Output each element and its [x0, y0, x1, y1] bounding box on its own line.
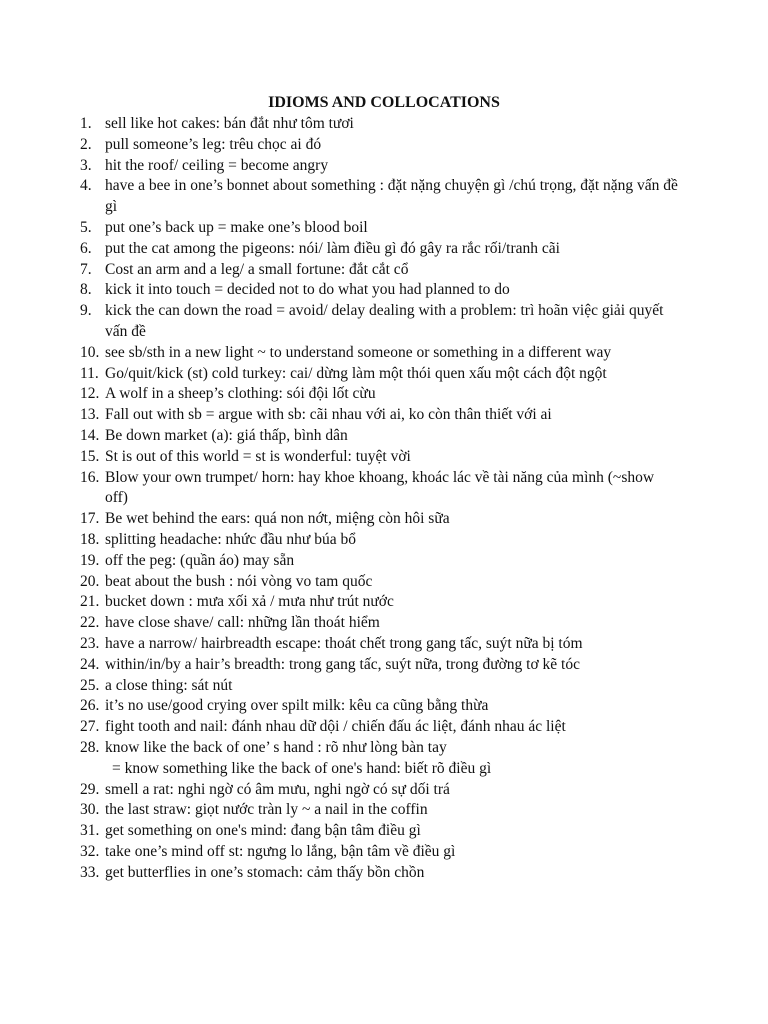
item-number: 17.	[80, 510, 100, 528]
list-item	[80, 280, 680, 301]
item-text: put the cat among the pigeons: nói/ làm điều gì đó gây ra rắc rối/tranh cãi	[105, 239, 560, 257]
item-number: 12.	[80, 385, 100, 403]
item-number: 33.	[80, 863, 100, 881]
item-text: St is out of this world = st is wonderful: tuyệt vời	[105, 447, 411, 465]
item-number: 13.	[80, 406, 100, 424]
item-number: 25.	[80, 676, 100, 694]
item-number: 4.	[80, 177, 92, 195]
item-number: 3.	[80, 156, 92, 174]
item-text: know like the back of one’ s hand : rõ như lòng bàn tay	[105, 738, 447, 756]
item-number: 31.	[80, 822, 100, 840]
item-number: 28.	[80, 738, 100, 756]
list-item	[80, 696, 680, 717]
item-text: splitting headache: nhức đầu như búa bổ	[105, 530, 356, 548]
item-text: kick the can down the road = avoid/ delay dealing with a problem: trì hoãn việc giải quyết vấn đề	[105, 302, 664, 340]
item-text: Be wet behind the ears: quá non nớt, miệng còn hôi sữa	[105, 510, 450, 528]
item-number: 10.	[80, 343, 100, 361]
item-number: 6.	[80, 239, 92, 257]
item-number: 14.	[80, 426, 100, 444]
item-text: hit the roof/ ceiling = become angry	[105, 156, 329, 174]
item-text: A wolf in a sheep’s clothing: sói đội lốt cừu	[105, 385, 376, 403]
list-item	[80, 717, 680, 738]
list-item	[80, 572, 680, 593]
list-item	[80, 468, 680, 510]
item-number: 26.	[80, 697, 100, 715]
list-item	[80, 863, 680, 884]
item-text: pull someone’s leg: trêu chọc ai đó	[105, 135, 322, 153]
list-item	[80, 239, 680, 260]
list-item	[80, 301, 680, 343]
item-text: take one’s mind off st: ngưng lo lắng, bận tâm về điều gì	[105, 842, 456, 860]
item-number: 22.	[80, 614, 100, 632]
item-text: fight tooth and nail: đánh nhau dữ dội / chiến đấu ác liệt, đánh nhau ác liệt	[105, 718, 566, 736]
item-text: smell a rat: nghi ngờ có âm mưu, nghi ngờ có sự dối trá	[105, 780, 450, 798]
item-number: 11.	[80, 364, 99, 382]
list-item	[80, 780, 680, 801]
list-item	[80, 530, 680, 551]
item-number: 24.	[80, 655, 100, 673]
item-text: bucket down : mưa xối xả / mưa như trút nước	[105, 593, 394, 611]
list-item	[80, 800, 680, 821]
list-item	[80, 405, 680, 426]
item-text: kick it into touch = decided not to do what you had planned to do	[105, 281, 510, 299]
item-number: 18.	[80, 530, 100, 548]
list-item	[80, 738, 680, 759]
item-text: sell like hot cakes: bán đắt như tôm tươi	[105, 115, 354, 132]
list-item	[80, 676, 680, 697]
list-item	[80, 156, 680, 177]
list-item	[80, 384, 680, 405]
item-text: have close shave/ call: những lần thoát hiểm	[105, 614, 380, 632]
item-subline: = know something like the back of one's hand: biết rõ điều gì	[112, 759, 492, 777]
list-item	[80, 114, 680, 135]
item-number: 20.	[80, 572, 100, 590]
list-item	[80, 447, 680, 468]
item-number: 30.	[80, 801, 100, 819]
item-number: 29.	[80, 780, 100, 798]
list-item	[80, 260, 680, 281]
item-number: 1.	[80, 115, 92, 132]
list-item	[80, 634, 680, 655]
item-number: 27.	[80, 718, 100, 736]
item-number: 21.	[80, 593, 100, 611]
item-number: 19.	[80, 551, 100, 569]
item-text: have a narrow/ hairbreadth escape: thoát chết trong gang tấc, suýt nữa bị tóm	[105, 634, 583, 652]
list-item	[80, 509, 680, 530]
item-text: get butterflies in one’s stomach: cảm thấy bồn chồn	[105, 863, 425, 881]
list-item	[80, 343, 680, 364]
item-number: 9.	[80, 302, 92, 320]
item-text: Go/quit/kick (st) cold turkey: cai/ dừng làm một thói quen xấu một cách đột ngột	[105, 364, 607, 382]
item-number: 23.	[80, 634, 100, 652]
item-number: 16.	[80, 468, 100, 486]
item-text: off the peg: (quần áo) may sẵn	[105, 551, 295, 569]
item-text: Blow your own trumpet/ horn: hay khoe khoang, khoác lác về tài năng của mình (~show off)	[105, 468, 655, 507]
item-text: the last straw: giọt nước tràn ly ~ a nail in the coffin	[105, 801, 428, 819]
item-text: within/in/by a hair’s breadth: trong gang tấc, suýt nữa, trong đường tơ kẽ tóc	[105, 655, 580, 673]
list-item	[80, 821, 680, 842]
list-item	[80, 551, 680, 572]
list-item	[80, 592, 680, 613]
list-item	[80, 842, 680, 863]
item-number: 5.	[80, 218, 92, 236]
item-text: have a bee in one’s bonnet about something : đặt nặng chuyện gì /chú trọng, đặt nặng vấn đề gì	[105, 177, 678, 216]
item-text: get something on one's mind: đang bận tâm điều gì	[105, 822, 421, 840]
item-number: 7.	[80, 260, 92, 278]
item-text: Fall out with sb = argue with sb: cãi nhau với ai, ko còn thân thiết với ai	[105, 406, 552, 424]
list-item	[80, 426, 680, 447]
item-text: Be down market (a): giá thấp, bình dân	[105, 426, 348, 444]
list-item	[80, 176, 680, 218]
list-item	[80, 364, 680, 385]
item-number: 2.	[80, 135, 92, 153]
item-number: 15.	[80, 447, 100, 465]
item-text: see sb/sth in a new light ~ to understand someone or something in a different way	[105, 343, 612, 361]
list-item	[80, 218, 680, 239]
item-number: 8.	[80, 281, 92, 299]
item-text: beat about the bush : nói vòng vo tam quốc	[105, 572, 373, 590]
item-text: a close thing: sát nút	[105, 676, 233, 694]
item-number: 32.	[80, 842, 100, 860]
item-text: it’s no use/good crying over spilt milk: kêu ca cũng bằng thừa	[105, 697, 489, 715]
idiom-list	[80, 114, 680, 883]
list-item	[80, 135, 680, 156]
page-title: IDIOMS AND COLLOCATIONS	[268, 94, 500, 111]
item-text: Cost an arm and a leg/ a small fortune: đắt cắt cổ	[105, 260, 409, 278]
item-text: put one’s back up = make one’s blood boil	[105, 218, 368, 236]
list-item	[80, 655, 680, 676]
list-item	[80, 613, 680, 634]
